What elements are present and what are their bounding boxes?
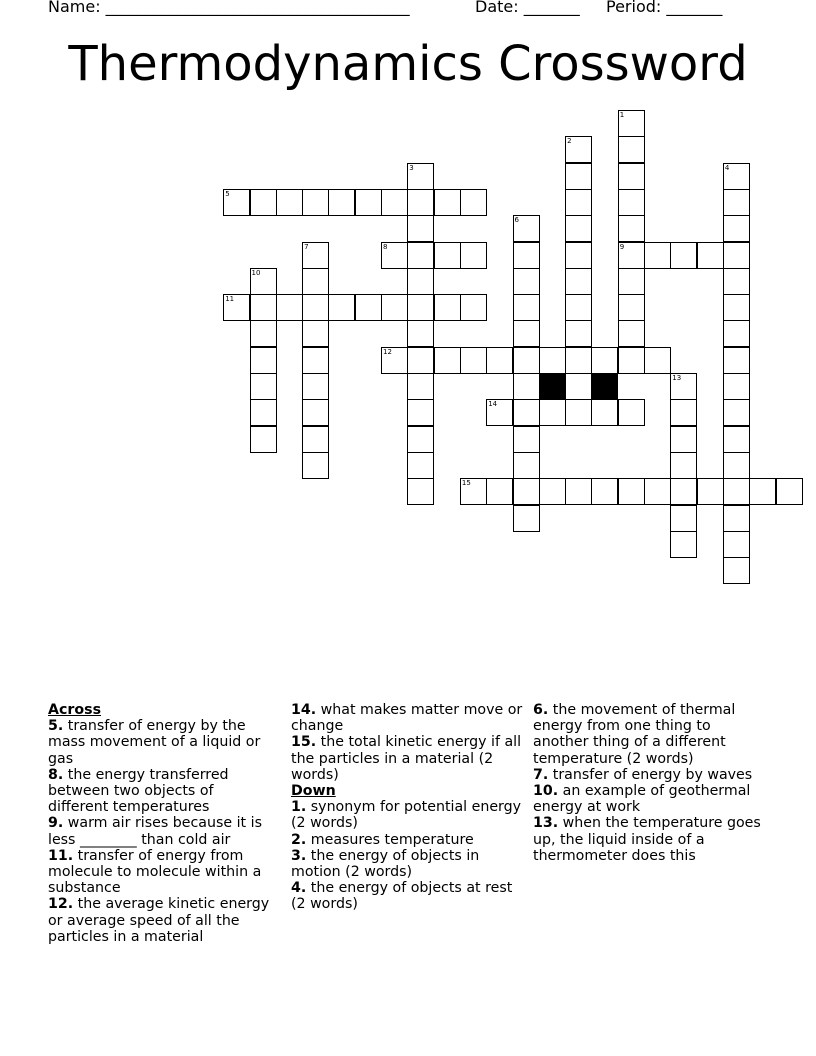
- grid-cell[interactable]: [513, 373, 540, 400]
- grid-cell[interactable]: [618, 399, 645, 426]
- grid-cell[interactable]: [539, 399, 566, 426]
- grid-cell[interactable]: [302, 347, 329, 374]
- grid-cell[interactable]: [381, 347, 408, 374]
- grid-cell[interactable]: [513, 452, 540, 479]
- grid-cell[interactable]: [618, 268, 645, 295]
- clue-number: 8: [383, 242, 388, 251]
- grid-cell[interactable]: [302, 373, 329, 400]
- date-label: Date: _______: [475, 0, 580, 16]
- grid-cell[interactable]: [250, 399, 277, 426]
- grid-cell[interactable]: [302, 399, 329, 426]
- grid-cell[interactable]: [407, 320, 434, 347]
- grid-cell[interactable]: [723, 373, 750, 400]
- grid-cell[interactable]: [565, 478, 592, 505]
- grid-cell[interactable]: [723, 478, 750, 505]
- grid-cell[interactable]: [644, 478, 671, 505]
- grid-cell[interactable]: [670, 399, 697, 426]
- clue-number: 5: [225, 189, 230, 198]
- grid-cell[interactable]: [723, 557, 750, 584]
- grid-cell[interactable]: [670, 478, 697, 505]
- clue-across-8: 8. the energy transferred between two objects of different temperatures: [48, 766, 229, 816]
- grid-cell[interactable]: [618, 347, 645, 374]
- grid-cell[interactable]: [513, 399, 540, 426]
- clue-number: 7: [304, 242, 309, 251]
- grid-cell[interactable]: [407, 373, 434, 400]
- grid-cell[interactable]: [749, 478, 776, 505]
- grid-cell[interactable]: [407, 452, 434, 479]
- grid-cell[interactable]: [591, 347, 618, 374]
- clue-number: 4: [724, 163, 730, 172]
- clues-column-1: [48, 702, 278, 945]
- grid-cell[interactable]: [697, 242, 724, 269]
- grid-cell[interactable]: [565, 215, 592, 242]
- grid-cell[interactable]: [355, 189, 382, 216]
- clue-across-9: 9. warm air rises because it is less ________ than cold air: [48, 815, 262, 848]
- period-label: Period: _______: [606, 0, 723, 16]
- grid-cell[interactable]: [486, 399, 513, 426]
- clue-down-6: 6. the movement of thermal energy from one thing to another thing of a different temperature (2 words): [533, 702, 736, 767]
- clues-column-2: [291, 702, 527, 913]
- grid-cell[interactable]: [223, 294, 250, 321]
- grid-cell[interactable]: [591, 478, 618, 505]
- grid-cell[interactable]: [407, 242, 434, 269]
- grid-cell[interactable]: [381, 242, 408, 269]
- grid-cell[interactable]: [513, 320, 540, 347]
- grid-cell[interactable]: [618, 294, 645, 321]
- grid-cell[interactable]: [434, 189, 461, 216]
- clue-across-5: 5. transfer of energy by the mass movement of a liquid or gas: [48, 718, 261, 767]
- grid-cell[interactable]: [723, 452, 750, 479]
- clue-number: 13: [672, 374, 682, 382]
- grid-cell[interactable]: [723, 531, 750, 558]
- clue-across-15: 15. the total kinetic energy if all the particles in a material (2 words): [291, 734, 522, 783]
- clue-number: 10: [251, 268, 261, 277]
- grid-cell[interactable]: [513, 294, 540, 321]
- grid-cell[interactable]: [565, 242, 592, 269]
- grid-cell[interactable]: [539, 347, 566, 374]
- grid-cell[interactable]: [539, 478, 566, 505]
- grid-cell[interactable]: [302, 294, 329, 321]
- grid-cell[interactable]: [670, 531, 697, 558]
- grid-cell[interactable]: [276, 294, 303, 321]
- grid-cell[interactable]: [513, 215, 540, 242]
- grid-cell[interactable]: [618, 163, 645, 190]
- grid-cell[interactable]: [302, 452, 329, 479]
- grid-cell[interactable]: [513, 347, 540, 374]
- name-label: Name: ______________________________________: [48, 0, 410, 16]
- grid-block: [591, 373, 618, 400]
- grid-cell[interactable]: [723, 215, 750, 242]
- clue-number: 6: [514, 216, 519, 225]
- grid-cell[interactable]: [565, 189, 592, 216]
- grid-cell[interactable]: [723, 505, 750, 532]
- grid-cell[interactable]: [591, 399, 618, 426]
- grid-cell[interactable]: [460, 294, 487, 321]
- grid-cell[interactable]: [460, 347, 487, 374]
- grid-cell[interactable]: [565, 268, 592, 295]
- grid-cell[interactable]: [434, 294, 461, 321]
- clue-number: 3: [409, 163, 414, 172]
- grid-cell[interactable]: [618, 320, 645, 347]
- grid-cell[interactable]: [513, 478, 540, 505]
- grid-cell[interactable]: [670, 373, 697, 400]
- grid-cell[interactable]: [407, 215, 434, 242]
- grid-cell[interactable]: [434, 242, 461, 269]
- clue-down-10: 10. an example of geothermal energy at work: [533, 783, 751, 816]
- grid-cell[interactable]: [223, 189, 250, 216]
- page-title: Thermodynamics Crossword: [68, 36, 748, 92]
- grid-cell[interactable]: [513, 426, 540, 453]
- grid-cell[interactable]: [381, 294, 408, 321]
- grid-cell[interactable]: [723, 242, 750, 269]
- grid-cell[interactable]: [723, 320, 750, 347]
- grid-cell[interactable]: [565, 320, 592, 347]
- across-heading: Across: [48, 702, 102, 718]
- grid-cell[interactable]: [618, 478, 645, 505]
- clue-down-13: 13. when the temperature goes up, the liquid inside of a thermometer does this: [533, 815, 761, 864]
- grid-cell[interactable]: [723, 399, 750, 426]
- grid-cell[interactable]: [302, 189, 329, 216]
- clue-number: 11: [225, 295, 235, 304]
- grid-cell[interactable]: [670, 452, 697, 479]
- clue-down-2: 2. measures temperature: [291, 831, 474, 848]
- grid-cell[interactable]: [250, 268, 277, 295]
- grid-cell[interactable]: [328, 189, 355, 216]
- grid-cell[interactable]: [697, 478, 724, 505]
- grid-cell[interactable]: [250, 426, 277, 453]
- grid-cell[interactable]: [565, 399, 592, 426]
- grid-cell[interactable]: [250, 189, 277, 216]
- grid-cell[interactable]: [776, 478, 803, 505]
- grid-cell[interactable]: [723, 294, 750, 321]
- grid-cell[interactable]: [407, 268, 434, 295]
- clue-number: 14: [488, 400, 498, 409]
- grid-cell[interactable]: [618, 242, 645, 269]
- grid-cell[interactable]: [565, 136, 592, 163]
- grid-cell[interactable]: [276, 189, 303, 216]
- grid-cell[interactable]: [618, 215, 645, 242]
- grid-cell[interactable]: [670, 242, 697, 269]
- grid-cell[interactable]: [250, 294, 277, 321]
- grid-cell[interactable]: [486, 478, 513, 505]
- grid-cell[interactable]: [618, 189, 645, 216]
- clue-number: 1: [619, 111, 625, 119]
- grid-cell[interactable]: [486, 347, 513, 374]
- clue-number: 9: [619, 242, 625, 251]
- grid-cell[interactable]: [460, 189, 487, 216]
- clue-down-1: 1. synonym for potential energy (2 words): [291, 799, 522, 832]
- grid-cell[interactable]: [250, 347, 277, 374]
- clue-down-7: 7. transfer of energy by waves: [533, 766, 753, 783]
- grid-cell[interactable]: [565, 347, 592, 374]
- grid-cell[interactable]: [381, 189, 408, 216]
- grid-cell[interactable]: [644, 347, 671, 374]
- grid-cell[interactable]: [407, 189, 434, 216]
- clue-across-11: 11. transfer of energy from molecule to molecule within a substance: [48, 847, 262, 897]
- grid-cell[interactable]: [355, 294, 382, 321]
- grid-cell[interactable]: [302, 242, 329, 269]
- grid-cell[interactable]: [302, 320, 329, 347]
- grid-cell[interactable]: [618, 136, 645, 163]
- grid-cell[interactable]: [644, 242, 671, 269]
- grid-cell[interactable]: [513, 505, 540, 532]
- grid-cell[interactable]: [302, 426, 329, 453]
- clue-down-4: 4. the energy of objects at rest (2 words): [291, 880, 513, 913]
- clue-across-14: 14. what makes matter move or change: [291, 702, 523, 735]
- grid-block: [539, 373, 566, 400]
- clue-number: 12: [383, 347, 392, 356]
- grid-cell[interactable]: [250, 320, 277, 347]
- clue-across-12: 12. the average kinetic energy or average speed of all the particles in a material: [48, 896, 270, 945]
- grid-cell[interactable]: [723, 268, 750, 295]
- grid-cell[interactable]: [407, 399, 434, 426]
- grid-cell[interactable]: [250, 373, 277, 400]
- grid-cell[interactable]: [565, 294, 592, 321]
- grid-cell[interactable]: [434, 347, 461, 374]
- grid-cell[interactable]: [565, 373, 592, 400]
- clues-column-3: [533, 702, 769, 864]
- down-heading: Down: [291, 783, 336, 800]
- clue-down-3: 3. the energy of objects in motion (2 words): [291, 847, 480, 881]
- grid-cell[interactable]: [723, 189, 750, 216]
- grid-cell[interactable]: [513, 242, 540, 269]
- grid-cell[interactable]: [670, 505, 697, 532]
- grid-cell[interactable]: [407, 294, 434, 321]
- grid-cell[interactable]: [302, 268, 329, 295]
- grid-cell[interactable]: [723, 426, 750, 453]
- grid-cell[interactable]: [513, 268, 540, 295]
- grid-cell[interactable]: [407, 347, 434, 374]
- grid-cell[interactable]: [407, 478, 434, 505]
- grid-cell[interactable]: [460, 242, 487, 269]
- grid-cell[interactable]: [618, 110, 645, 137]
- grid-cell[interactable]: [723, 347, 750, 374]
- clue-number: 2: [567, 137, 572, 146]
- grid-cell[interactable]: [565, 163, 592, 190]
- clue-number: 15: [461, 479, 471, 488]
- grid-cell[interactable]: [407, 426, 434, 453]
- grid-cell[interactable]: [407, 163, 434, 190]
- grid-cell[interactable]: [328, 294, 355, 321]
- grid-cell[interactable]: [670, 426, 697, 453]
- grid-cell[interactable]: [723, 163, 750, 190]
- grid-cell[interactable]: [460, 478, 487, 505]
